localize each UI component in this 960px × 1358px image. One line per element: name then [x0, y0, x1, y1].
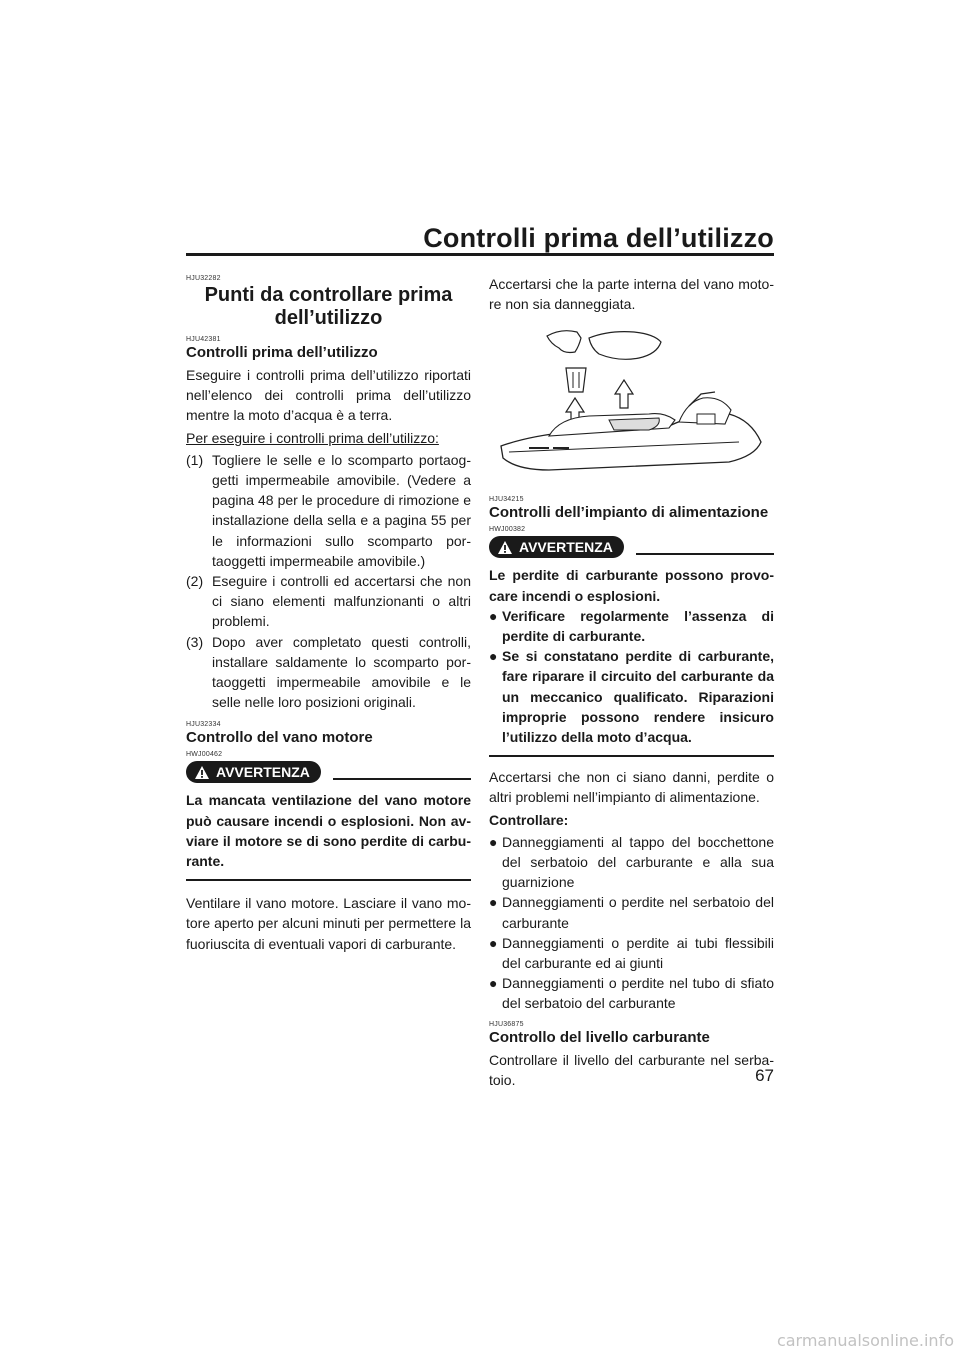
procedure-label: Per eseguire i controlli prima dell’utilizzo: [186, 429, 439, 446]
ref-code: HJU36875 [489, 1020, 524, 1028]
warning-bullet-text: Se si constatano perdite di carburante, fare riparare il circuito del carburante da un meccanico qualificato. Riparazioni improprie possono rendere insicuro l’utilizzo della moto d’acqua. [502, 648, 774, 746]
watermark: carmanualsonline.info [776, 1331, 954, 1350]
step-number: (2) [186, 573, 204, 590]
warning-label: AVVERTENZA [519, 539, 613, 556]
ref-code: HWJ00382 [489, 526, 526, 534]
check-item-text: Danneggiamenti o perdite nel serbatoio del carburante [502, 894, 774, 931]
watercraft-illustration [489, 324, 774, 482]
step-number: (3) [186, 633, 204, 650]
step-text: Togliere le selle e lo scomparto portaoggetti impermeabile amovibile. (Vedere a pagina 48 per le procedure di rimozione e installazione della sella e a pagina 55 per le informazioni sullo scomparto portaoggetti impermeabile amovibile.) [212, 451, 471, 569]
page-number: 67 [755, 1066, 774, 1085]
warning-bottom-rule [186, 879, 471, 881]
right-column [489, 274, 774, 1092]
subsection-title-level: Controllo del livello carburante [489, 1028, 710, 1046]
bullet-dot-icon: ● [489, 975, 498, 992]
step-item [186, 450, 471, 571]
header-rule [186, 253, 774, 256]
warning-badge [186, 761, 321, 783]
ref-code: HJU42381 [186, 336, 221, 343]
warning-bullet-text: Verificare regolarmente l’assenza di perdite di carburante. [502, 607, 774, 645]
check-item-text: Danneggiamenti o perdite ai tubi flessibili del carburante ed ai giunti [502, 934, 774, 972]
ref-code: HJU32334 [186, 721, 221, 729]
check-item-text: Danneggiamenti o perdite nel tubo di sfiato del serbatoio del carburante [502, 975, 774, 1012]
intro-paragraph: Eseguire i controlli prima dell’utilizzo riportati nell’elenco dei controlli prima dell’utilizzo mentre la moto d’acqua è a terra. [186, 367, 471, 424]
ref-code: HJU32282 [186, 275, 221, 282]
step-number: (1) [186, 451, 204, 468]
check-item [489, 933, 774, 973]
ref-code: HJU34215 [489, 496, 524, 504]
warning-bullet [489, 606, 774, 646]
subsection-title-fuel: Controlli dell’impianto di alimentazione [489, 504, 769, 522]
subsection-title: Controlli prima dell’utilizzo [186, 344, 378, 361]
step-item [186, 632, 471, 713]
bullet-dot-icon: ● [489, 833, 498, 850]
check-item [489, 892, 774, 932]
step-text: Dopo aver completato questi controlli, installare saldamente lo scomparto portaoggetti impermeabile amovibile e le selle nelle loro posizioni originali. [212, 633, 471, 711]
warning-rule [636, 553, 774, 555]
bullet-dot-icon: ● [489, 648, 498, 665]
warning-intro: Le perdite di carburante possono provocare incendi o esplosioni. [489, 567, 774, 604]
step-text: Eseguire i controlli ed accertarsi che non ci siano elementi malfunzionanti o altri problemi. [212, 573, 471, 630]
level-paragraph: Controllare il livello del carburante nel serbatoio. [489, 1051, 774, 1088]
bullet-dot-icon: ● [489, 894, 498, 911]
warning-bullet [489, 646, 774, 747]
warning-text: La mancata ventilazione del vano motore può causare incendi o esplosioni. Non avviare il motore se di sono perdite di carburante. [186, 792, 471, 870]
warning-label: AVVERTENZA [216, 764, 310, 781]
warning-box-engine [186, 761, 471, 881]
subsection-title-engine: Controllo del vano motore [186, 729, 373, 747]
warning-box-fuel [489, 536, 774, 757]
warning-badge [489, 536, 624, 558]
engine-check-paragraph: Accertarsi che la parte interna del vano motore non sia danneggiata. [489, 276, 774, 313]
bullet-dot-icon: ● [489, 934, 498, 951]
check-item [489, 832, 774, 893]
check-item-text: Danneggiamenti al tappo del bocchettone del serbatoio del carburante e alla sua guarnizione [502, 833, 774, 891]
engine-paragraph: Ventilare il vano motore. Lasciare il vano motore aperto per alcuni minuti per permettere la fuoriuscita di eventuali vapori di carburante. [186, 895, 471, 952]
warning-rule [333, 778, 471, 780]
check-label: Controllare: [489, 811, 569, 828]
page-header-title: Controlli prima dell’utilizzo [423, 223, 774, 253]
section-title: Punti da controllare prima dell’utilizzo [204, 284, 453, 329]
warning-triangle-icon [497, 540, 513, 555]
fuel-paragraph: Accertarsi che non ci siano danni, perdite o altri problemi nell’impianto di alimentazione. [489, 769, 774, 806]
check-item [489, 973, 774, 1013]
step-item [186, 571, 471, 632]
bullet-dot-icon: ● [489, 607, 498, 624]
left-column [186, 274, 471, 956]
warning-bottom-rule [489, 755, 774, 757]
warning-triangle-icon [194, 765, 210, 780]
ref-code: HWJ00462 [186, 751, 223, 759]
